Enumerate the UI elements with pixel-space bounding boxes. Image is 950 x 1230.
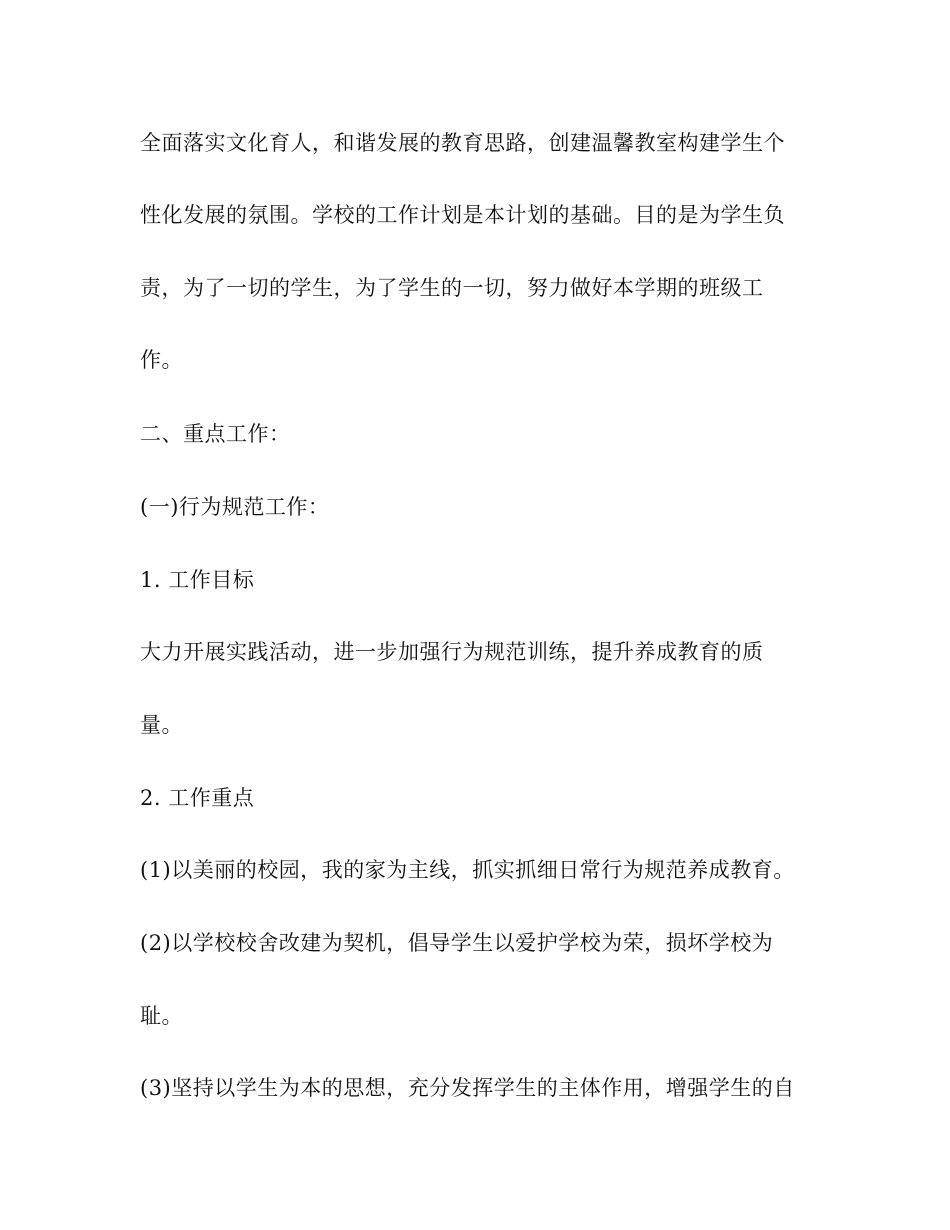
paragraph-line: 作。 [140,348,183,372]
paragraph-line: 量。 [140,713,183,737]
paragraph-line: 性化发展的氛围。学校的工作计划是本计划的基础。目的是为学生负 [140,203,785,227]
list-item-continuation: 耻。 [140,1004,183,1028]
section-heading: 二、重点工作： [140,422,291,446]
list-item: (1)以美丽的校园，我的家为主线，抓实抓细日常行为规范养成教育。 [140,858,795,882]
item-heading: 1. 工作目标 [140,568,255,592]
paragraph-line: 大力开展实践活动，进一步加强行为规范训练，提升养成教育的质 [140,640,764,664]
paragraph-line: 责，为了一切的学生，为了学生的一切，努力做好本学期的班级工 [140,276,764,300]
list-item: (3)坚持以学生为本的思想，充分发挥学生的主体作用，增强学生的自 [140,1076,795,1100]
item-heading: 2. 工作重点 [140,786,255,810]
subsection-heading: (一)行为规范工作： [140,495,330,519]
paragraph-line: 全面落实文化育人，和谐发展的教育思路，创建温馨教室构建学生个 [140,131,785,155]
list-item: (2)以学校校舍改建为契机，倡导学生以爱护学校为荣，损坏学校为 [140,931,774,955]
